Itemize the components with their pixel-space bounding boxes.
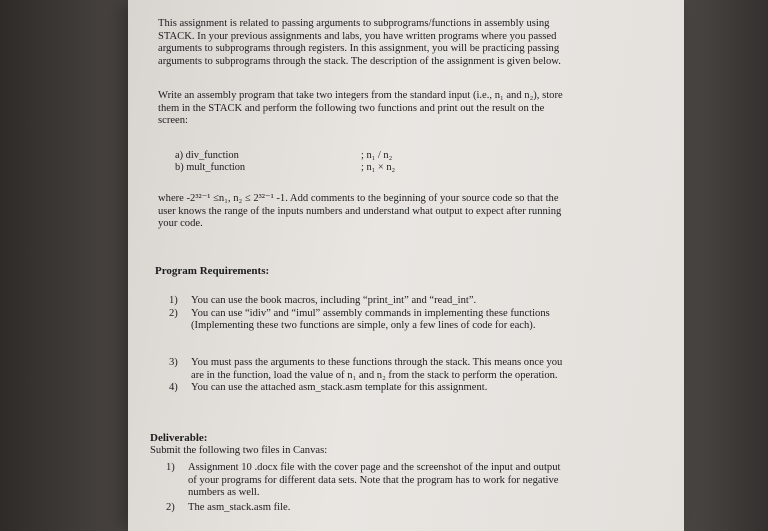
list-number: 1)	[166, 462, 175, 473]
list-number: 2)	[169, 307, 178, 319]
list-line: Assignment 10 .docx file with the cover page and the screenshot of the input and output	[188, 462, 561, 473]
requirements-list	[169, 357, 649, 395]
function-item	[175, 162, 435, 174]
list-number: 2)	[166, 501, 175, 513]
range-line: where -2³²⁻¹ ≤n₁, n₂ ≤ 2³²⁻¹ -1. Add comments to the beginning of your source code so that the	[158, 193, 559, 204]
deliverable-list	[166, 462, 656, 514]
requirements-heading: Program Requirements:	[155, 265, 270, 277]
function-comment: ; n₁ / n₂	[361, 150, 393, 161]
intro-line: arguments to subprograms through the stack. The description of the assignment is given below.	[158, 55, 561, 67]
deliverable-heading: Deliverable:	[150, 432, 208, 444]
list-number: 3)	[169, 357, 178, 368]
task-paragraph	[158, 90, 648, 128]
list-item	[169, 357, 649, 382]
function-label: a) div_function	[175, 150, 239, 161]
list-line: You can use the book macros, including “print_int” and “read_int”.	[191, 295, 477, 306]
list-item	[169, 308, 649, 333]
function-comment: ; n₁ × n₂	[361, 162, 396, 174]
list-line: You can use “idiv” and “imul” assembly commands in implementing these functions	[191, 307, 550, 319]
requirements-list	[169, 295, 649, 333]
list-item	[166, 502, 656, 515]
range-paragraph	[158, 193, 648, 231]
list-item	[166, 462, 656, 500]
function-item	[175, 150, 435, 162]
function-list	[175, 150, 435, 175]
list-line: You can use the attached asm_stack.asm template for this assignment.	[191, 382, 488, 394]
background-right	[684, 0, 768, 531]
function-label: b) mult_function	[175, 162, 246, 174]
intro-line: This assignment is related to passing arguments to subprograms/functions in assembly using	[158, 18, 550, 29]
background-left	[0, 0, 128, 531]
list-line: are in the function, load the value of n₁ and n₂ from the stack to perform the operation.	[191, 369, 558, 381]
list-line: (Implementing these two functions are simple, only a few lines of code for each).	[191, 320, 536, 332]
list-line: of your programs for different data sets. Note that the program has to work for negative	[188, 474, 559, 486]
range-line: your code.	[158, 218, 203, 230]
list-item	[169, 382, 649, 395]
list-number: 4)	[169, 382, 178, 394]
intro-line: arguments to subprograms through registers. In this assignment, you will be practicing passing	[158, 43, 560, 55]
list-number: 1)	[169, 295, 178, 306]
task-line: Write an assembly program that take two integers from the standard input (i.e., n₁ and n₂), store	[158, 90, 563, 101]
intro-line: STACK. In your previous assignments and labs, you have written programs where you passed	[158, 30, 557, 42]
list-line: The asm_stack.asm file.	[188, 501, 291, 513]
list-item	[169, 295, 649, 308]
list-line: numbers as well.	[188, 487, 260, 499]
task-line: screen:	[158, 115, 188, 127]
range-line: user knows the range of the inputs numbers and understand what output to expect after running	[158, 205, 562, 217]
task-line: them in the STACK and perform the following two functions and print out the result on the	[158, 102, 545, 114]
list-line: You must pass the arguments to these functions through the stack. This means once you	[191, 357, 563, 368]
document-page	[128, 0, 684, 531]
deliverable-intro: Submit the following two files in Canvas:	[150, 445, 328, 456]
intro-paragraph	[158, 18, 648, 68]
